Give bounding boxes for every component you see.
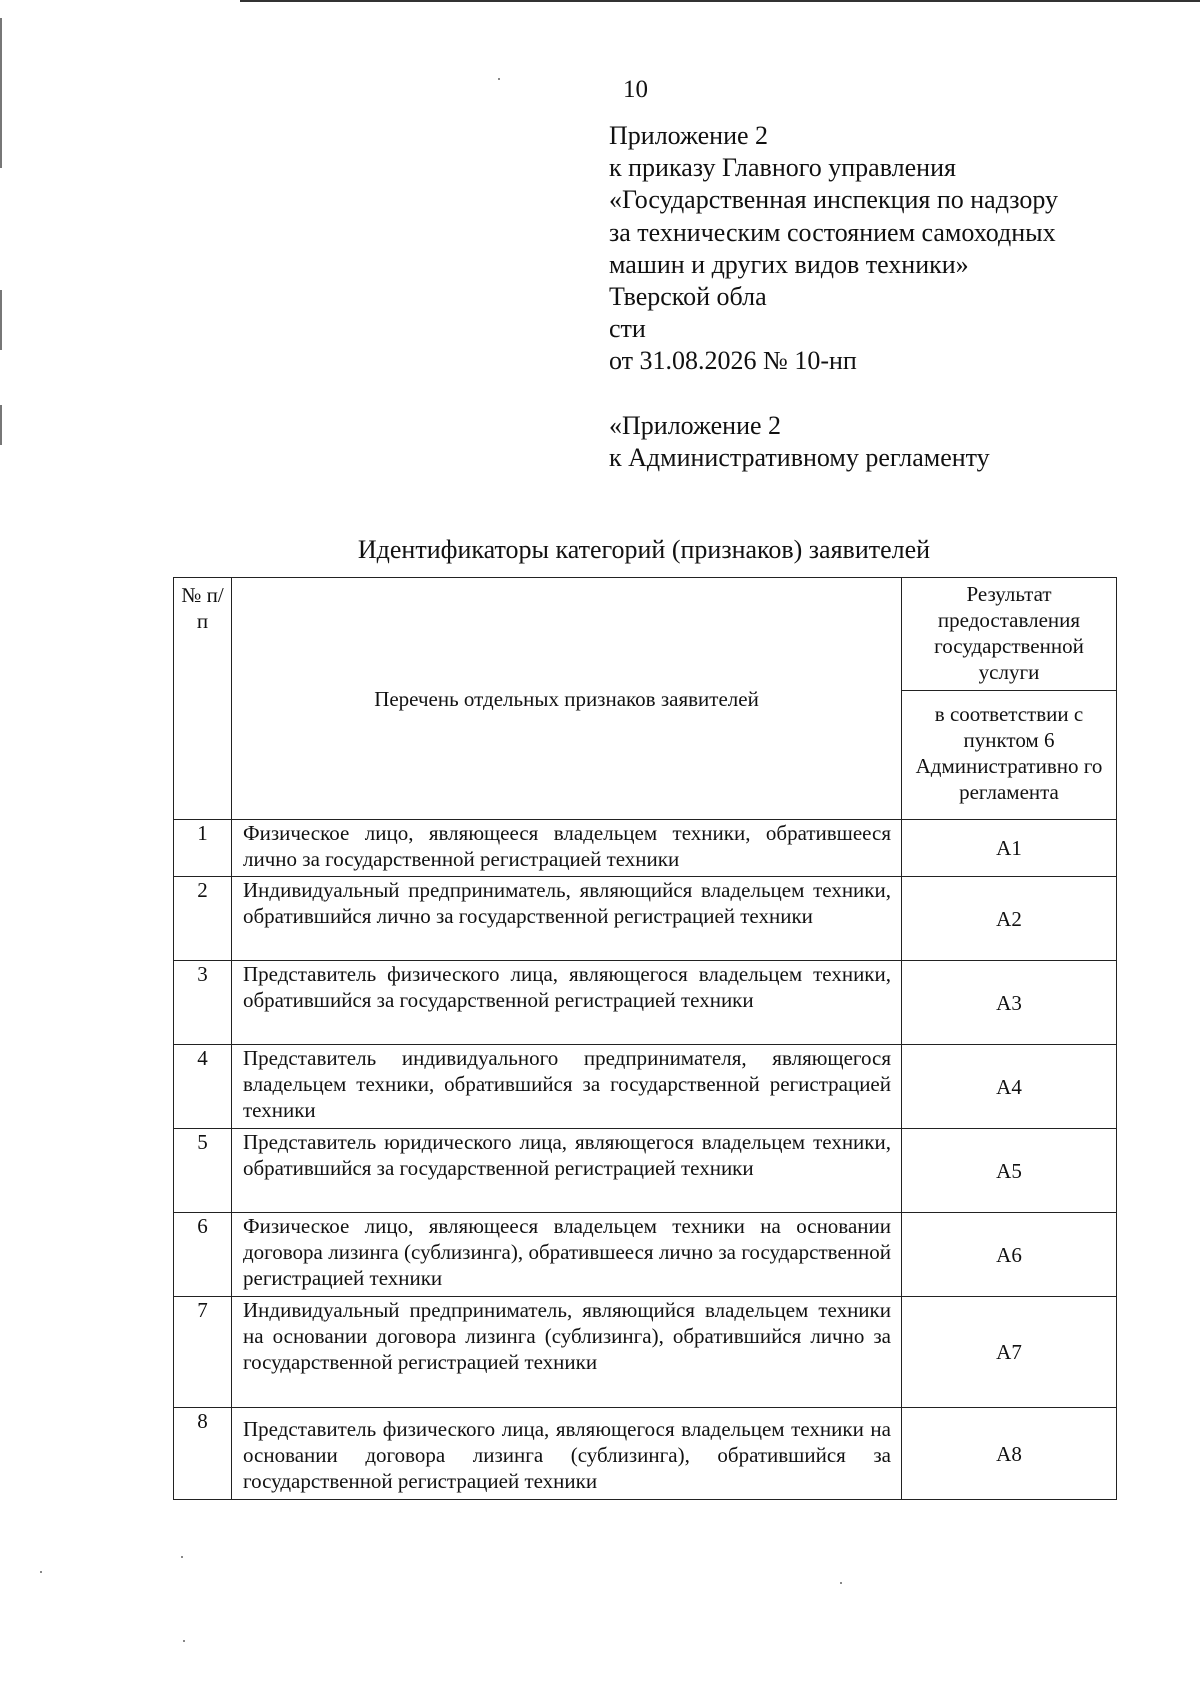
header-line: за техническим состоянием самоходных (609, 217, 1056, 247)
scan-speck (183, 1640, 185, 1642)
scan-left-edge-mark (0, 290, 2, 350)
row-code: А1 (902, 820, 1117, 877)
table-row (174, 877, 1117, 961)
scan-top-rule (240, 0, 1200, 2)
header-line: Приложение 2 (609, 121, 769, 150)
row-code: А2 (902, 877, 1117, 961)
row-code: А3 (902, 961, 1117, 1045)
header-number: № п/п (174, 578, 232, 820)
header-line: Тверской обла (609, 282, 767, 312)
header-features: Перечень отдельных признаков заявителей (232, 578, 902, 820)
scan-speck (498, 78, 500, 80)
row-number: 1 (174, 820, 232, 877)
table-row (174, 1045, 1117, 1129)
scan-speck (40, 1571, 42, 1573)
row-number: 6 (174, 1213, 232, 1297)
row-description: Представитель физического лица, являющегося владельцем техники, обратившийся за государственной регистрацией техники (232, 961, 902, 1045)
row-number: 2 (174, 877, 232, 961)
scan-speck (181, 1556, 183, 1558)
scan-left-edge-mark (0, 18, 2, 168)
header-line: «Государственная инспекция по надзору (609, 185, 1059, 215)
scan-speck (840, 1582, 842, 1584)
row-description: Представитель индивидуального предпринимателя, являющегося владельцем техники, обратившийся за государственной регистрацией техники (232, 1045, 902, 1129)
row-number: 4 (174, 1045, 232, 1129)
regulation-line: «Приложение 2 (609, 410, 782, 440)
applicant-categories-table (173, 577, 1117, 1500)
row-number: 7 (174, 1297, 232, 1408)
document-title: Идентификаторы категорий (признаков) заявителей (357, 535, 931, 564)
header-result-sub: в соответствии с пунктом 6 Административно го регламента (902, 691, 1117, 820)
order-attachment-header (609, 120, 1149, 474)
regulation-line: к Административному регламенту (609, 442, 990, 472)
row-number: 8 (174, 1408, 232, 1500)
header-line: к приказу Главного управления (609, 153, 956, 183)
row-number: 5 (174, 1129, 232, 1213)
header-line: от 31.08.2026 № 10-нп (609, 346, 857, 376)
row-number: 3 (174, 961, 232, 1045)
scan-left-edge-mark (0, 405, 2, 445)
row-description: Представитель юридического лица, являющегося владельцем техники, обратившийся за государственной регистрацией техники (232, 1129, 902, 1213)
table-row (174, 1408, 1117, 1500)
page-number: 10 (623, 76, 648, 103)
row-code: А6 (902, 1213, 1117, 1297)
row-code: А4 (902, 1045, 1117, 1129)
row-code: А8 (902, 1408, 1117, 1500)
row-description: Индивидуальный предприниматель, являющийся владельцем техники, обратившийся лично за государственной регистрацией техники (232, 877, 902, 961)
table-header-row (174, 578, 1117, 691)
table-row (174, 1129, 1117, 1213)
table-row (174, 1297, 1117, 1408)
header-line: сти (609, 314, 646, 344)
row-description: Индивидуальный предприниматель, являющийся владельцем техники на основании договора лизинга (сублизинга), обратившийся лично за государственной регистрацией техники (232, 1297, 902, 1408)
table-row (174, 961, 1117, 1045)
table-row (174, 820, 1117, 877)
row-description: Физическое лицо, являющееся владельцем техники, обратившееся лично за государственной регистрацией техники (232, 820, 902, 877)
row-description: Представитель физического лица, являющегося владельцем техники на основании договора лизинга (сублизинга), обратившийся за государственной регистрацией техники (232, 1408, 902, 1500)
row-code: А7 (902, 1297, 1117, 1408)
header-line: машин и других видов техники» (609, 249, 969, 279)
row-code: А5 (902, 1129, 1117, 1213)
header-spacer (609, 378, 1149, 410)
row-description: Физическое лицо, являющееся владельцем техники на основании договора лизинга (сублизинга), обратившееся лично за государственной регистрацией техники (232, 1213, 902, 1297)
table-row (174, 1213, 1117, 1297)
header-result: Результат предоставления государственной услуги (902, 578, 1117, 691)
